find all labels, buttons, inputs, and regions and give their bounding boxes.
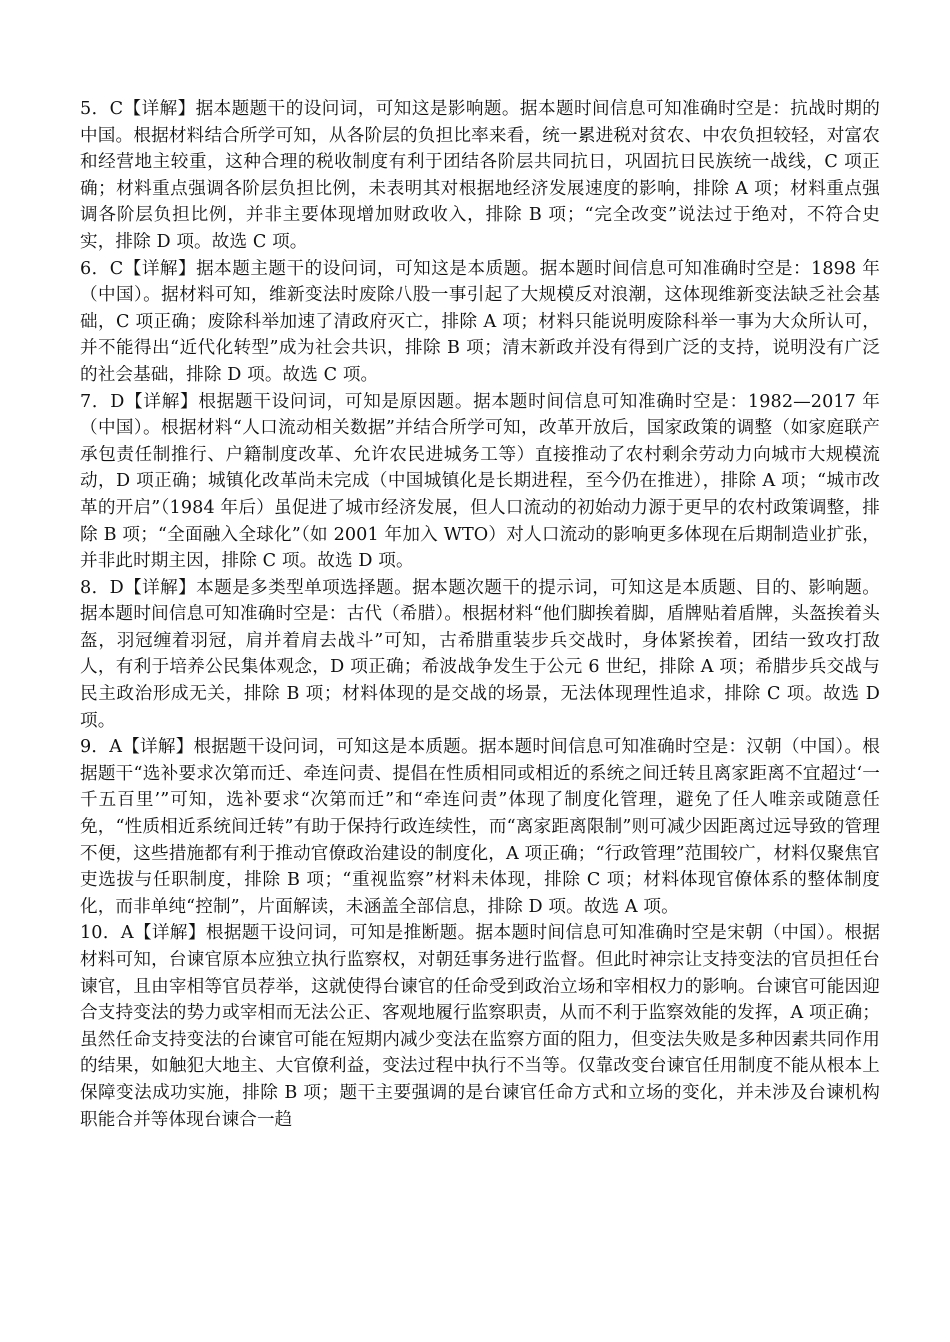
- answer-item-8: [80, 575, 880, 735]
- answer-text: C【详解】据本题主题干的设问词，可知这是本质题。据本题时间信息可知准确时空是：1898 年（中国）。据材料可知，维新变法时废除八股一事引起了大规模反对浪潮，这体现维新变法缺乏社会基础，C 项正确；废除科举加速了清政府灭亡，排除 A 项；材料只能说明废除科举一事为大众所认可，并不能得出“近代化转型”成为社会共识，排除 B 项；清末新政并没有得到广泛的支持，说明没有广泛的社会基础，排除 D 项。故选 C 项。: [80, 258, 880, 385]
- answer-explanations: [80, 96, 880, 1133]
- answer-number: 8．: [80, 577, 110, 598]
- answer-number: 9．: [80, 737, 110, 758]
- answer-item-9: [80, 734, 880, 920]
- answer-number: 5．: [80, 99, 110, 119]
- answer-number: 6．: [80, 258, 110, 279]
- answer-text: A【详解】根据题干设问词，可知这是本质题。据本题时间信息可知准确时空是：汉朝（中国）。根据题干“选补要求次第而迁、牵连问责、提倡在性质相同或相近的系统之间迁转且离家距离不宜超过‘一千五百里’”可知，选补要求“次第而迁”和“牵连问责”体现了制度化管理，避免了任人唯亲或随意任免，“性质相近系统间迁转”有助于保持行政连续性，而“离家距离限制”则可减少因距离过远导致的管理不便，这些措施都有利于推动官僚政治建设的制度化，A 项正确；“行政管理”范围较广，材料仅聚焦官吏选拔与任职制度，排除 B 项；“重视监察”材料未体现，排除 C 项；材料体现官僚体系的整体制度化，而非单纯“控制”，片面解读，未涵盖全部信息，排除 D 项。故选 A 项。: [80, 737, 880, 917]
- answer-number: 7．: [80, 391, 111, 412]
- answer-item-7: [80, 389, 880, 575]
- answer-text: A【详解】根据题干设问词，可知是推断题。据本题时间信息可知准确时空是宋朝（中国）。根据材料可知，台谏官原本应独立执行监察权，对朝廷事务进行监督。但此时神宗让支持变法的官员担任台谏官，且由宰相等官员荐举，这就使得台谏官的任命受到政治立场和宰相权力的影响。台谏官可能因迎合支持变法的势力或宰相而无法公正、客观地履行监察职责，从而不利于监察效能的发挥，A 项正确；虽然任命支持变法的台谏官可能在短期内减少变法在监察方面的阻力，但变法失败是多种因素共同作用的结果，如触犯大地主、大官僚利益，变法过程中执行不当等。仅靠改变台谏官任用制度不能从根本上保障变法成功实施，排除 B 项；题干主要强调的是台谏官任命方式和立场的变化，并未涉及台谏机构职能合并等体现台谏合一趋: [80, 923, 880, 1130]
- answer-item-6: [80, 256, 880, 389]
- answer-number: 10．: [80, 923, 121, 944]
- answer-item-10: [80, 920, 880, 1133]
- answer-text: D【详解】本题是多类型单项选择题。据本题次题干的提示词，可知这是本质题、目的、影响题。据本题时间信息可知准确时空是：古代（希腊）。根据材料“他们脚挨着脚，盾牌贴着盾牌，头盔挨着头盔，羽冠缠着羽冠，肩并着肩去战斗”可知，古希腊重装步兵交战时，身体紧挨着，团结一致攻打敌人，有利于培养公民集体观念，D 项正确；希波战争发生于公元 6 世纪，排除 A 项；希腊步兵交战与民主政治形成无关，排除 B 项；材料体现的是交战的场景，无法体现理性追求，排除 C 项。故选 D 项。: [80, 577, 880, 731]
- answer-item-5: [80, 96, 880, 256]
- answer-text: D【详解】根据题干设问词，可知是原因题。据本题时间信息可知准确时空是：1982—2017 年（中国）。根据材料“人口流动相关数据”并结合所学可知，改革开放后，国家政策的调整（如家庭联产承包责任制推行、户籍制度改革、允许农民进城务工等）直接推动了农村剩余劳动力向城市大规模流动，D 项正确；城镇化改革尚未完成（中国城镇化是长期进程，至今仍在推进），排除 A 项；“城市改革的开启”（1984 年后）虽促进了城市经济发展，但人口流动的初始动力源于更早的农村政策调整，排除 B 项；“全面融入全球化”（如 2001 年加入 WTO）对人口流动的影响更多体现在后期制造业扩张，并非此时期主因，排除 C 项。故选 D 项。: [80, 391, 880, 572]
- answer-text: C【详解】据本题题干的设问词，可知这是影响题。据本题时间信息可知准确时空是：抗战时期的中国。根据材料结合所学可知，从各阶层的负担比率来看，统一累进税对贫农、中农负担较轻，对富农和经营地主较重，这种合理的税收制度有利于团结各阶层共同抗日，巩固抗日民族统一战线，C 项正确；材料重点强调各阶层负担比例，未表明其对根据地经济发展速度的影响，排除 A 项；材料重点强调各阶层负担比例，并非主要体现增加财政收入，排除 B 项；“完全改变”说法过于绝对，不符合史实，排除 D 项。故选 C 项。: [80, 99, 880, 252]
